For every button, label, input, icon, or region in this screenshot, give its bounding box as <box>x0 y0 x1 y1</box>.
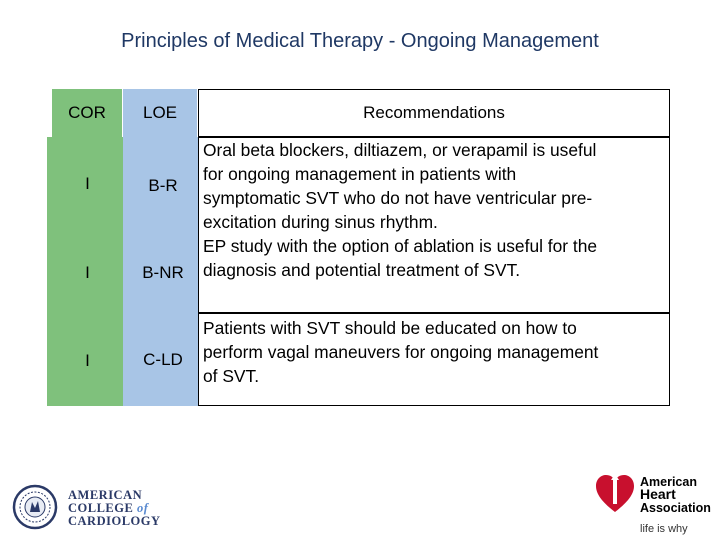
acc-name-line-1: AMERICAN <box>68 488 143 502</box>
cor-header: COR <box>52 89 122 137</box>
aha-name-line-2: Heart <box>640 486 676 502</box>
recommendation-3 <box>203 316 663 388</box>
cor-column <box>47 137 128 406</box>
recommendation-2 <box>203 234 663 282</box>
rec-line: EP study with the option of ablation is useful for the <box>203 236 598 256</box>
heart-torch-icon <box>594 472 636 516</box>
page-title: Principles of Medical Therapy - Ongoing Management <box>121 30 599 52</box>
acc-logo <box>12 484 172 530</box>
cor-cell-1: I <box>85 174 90 193</box>
loe-header: LOE <box>123 89 197 137</box>
rec-line: for ongoing management in patients with <box>203 164 517 184</box>
recommendation-1 <box>203 138 663 234</box>
rec-line: symptomatic SVT who do not have ventricular pre- <box>203 188 593 208</box>
aha-tagline: life is why <box>640 523 688 535</box>
rec-line: Oral beta blockers, diltiazem, or verapamil is useful <box>203 140 597 160</box>
rec-line: of SVT. <box>203 366 260 386</box>
rec-line: diagnosis and potential treatment of SVT. <box>203 260 521 280</box>
loe-cell-3: C-LD <box>143 350 183 369</box>
aha-name-line-1: American <box>640 475 697 489</box>
acc-name-line-3: CARDIOLOGY <box>68 514 161 528</box>
rec-line: perform vagal maneuvers for ongoing management <box>203 342 599 362</box>
acc-of: of <box>136 501 149 515</box>
acc-seal-icon <box>12 484 58 530</box>
aha-logo <box>594 468 720 540</box>
aha-name-line-3: Association <box>640 501 711 515</box>
loe-cell-group-1 <box>123 137 203 313</box>
loe-cell-group-2 <box>123 313 203 406</box>
loe-cell-2: B-NR <box>142 263 184 282</box>
rec-line: Patients with SVT should be educated on how to <box>203 318 577 338</box>
loe-cell-1: B-R <box>148 176 178 195</box>
recommendations-header: Recommendations <box>198 89 670 137</box>
cor-cell-3: I <box>85 351 90 370</box>
cor-cell-2: I <box>85 263 90 282</box>
rec-line: excitation during sinus rhythm. <box>203 212 438 232</box>
acc-college: COLLEGE <box>68 501 137 515</box>
